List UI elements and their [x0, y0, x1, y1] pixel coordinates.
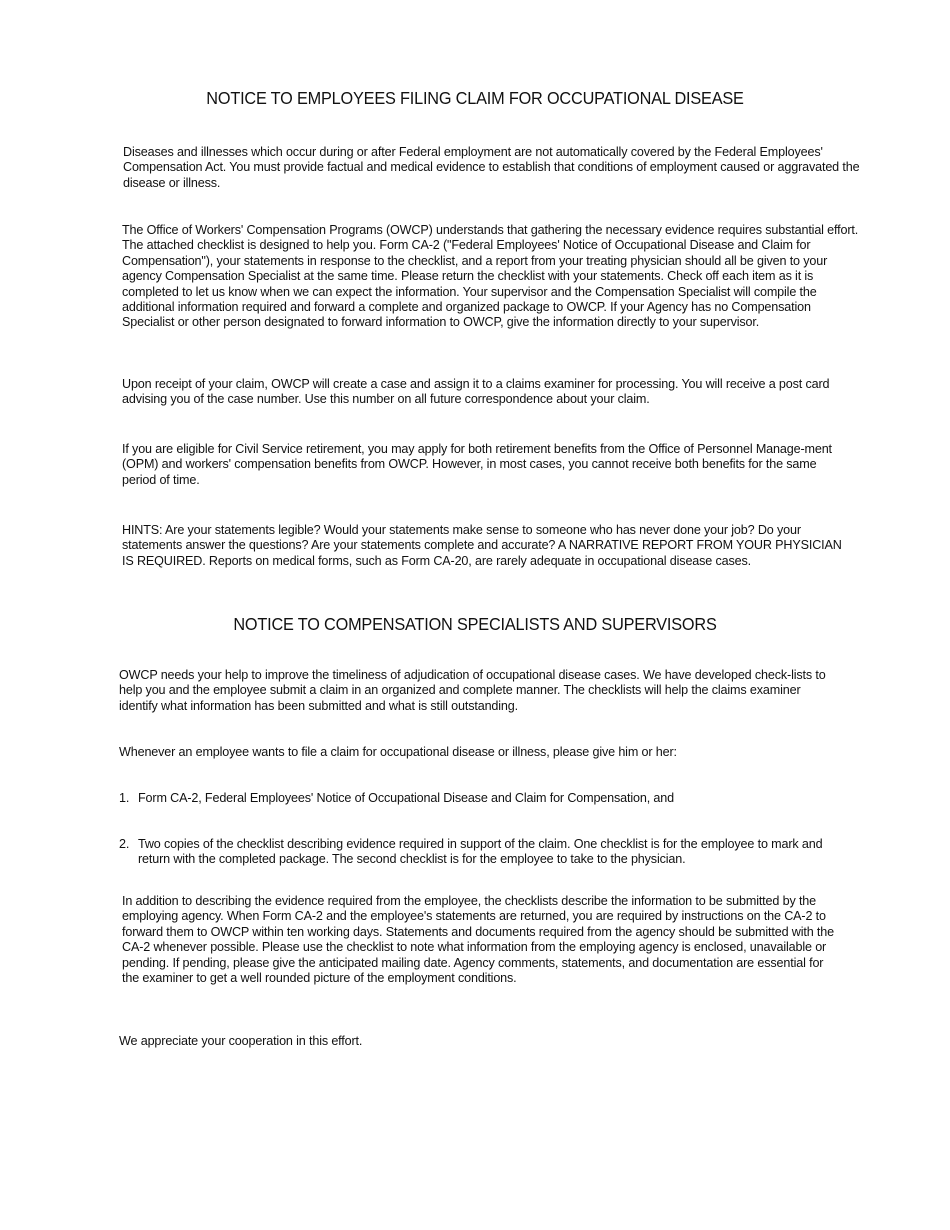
paragraph-case-receipt: Upon receipt of your claim, OWCP will create a case and assign it to a claims examiner for processing. You will receive a post card advising you of the case number. Use this number on all future correspondence about your claim.: [122, 377, 830, 407]
paragraph-lead-in: Whenever an employee wants to file a claim for occupational disease or illness, please give him or her:: [119, 745, 677, 759]
paragraph-owcp-evidence: The Office of Workers' Compensation Programs (OWCP) understands that gathering the necessary evidence requires substantial effort. The attached checklist is designed to help you. Form CA-2 ("Federal Employees' Notice of Occupational Disease and Claim for Compensation"), your statements in response to the checklist, and a report from your treating physician should all be given to your agency Compensation Specialist at the same time. Please return the checklist with your statements. Check off each item as it is completed to let us know when we can expect the information. Your supervisor and the Compensation Specialist will compile the additional information required and forward a complete and organized package to OWCP. If your Agency has no Compensation Specialist or other person designated to forward information to OWCP, give the information directly to your supervisor.: [122, 223, 859, 330]
list-text: Two copies of the checklist describing evidence required in support of the claim. One checklist is for the employee to mark and return with the completed package. The second checklist is for the employee to take to the physician.: [138, 837, 823, 867]
paragraph-agency-info: In addition to describing the evidence required from the employee, the checklists describe the information to be submitted by the employing agency. When Form CA-2 and the employee's statements are returned, you are required by instructions on the CA-2 to forward them to OWCP within ten working days. Statements and documents required from the agency should be submitted with the CA-2 whenever possible. Please use the checklist to note what information from the employing agency is enclosed, unavailable or pending. If pending, please give the anticipated mailing date. Agency comments, statements, and documentation are essential for the examiner to get a well rounded picture of the employment conditions.: [122, 894, 834, 986]
section-title-specialists: NOTICE TO COMPENSATION SPECIALISTS AND SUPERVISORS: [233, 614, 717, 634]
paragraph-coverage: Diseases and illnesses which occur during or after Federal employment are not automatically covered by the Federal Employees' Compensation Act. You must provide factual and medical evidence to establish that conditions of employment caused or aggravated the disease or illness.: [123, 145, 860, 190]
list-text: Form CA-2, Federal Employees' Notice of Occupational Disease and Claim for Compensation, and: [138, 791, 674, 805]
list-number: 1.: [119, 791, 130, 805]
list-item: [119, 837, 829, 868]
paragraph-closing: We appreciate your cooperation in this effort.: [119, 1034, 363, 1048]
section-title-employees: NOTICE TO EMPLOYEES FILING CLAIM FOR OCCUPATIONAL DISEASE: [206, 88, 744, 108]
paragraph-retirement: If you are eligible for Civil Service retirement, you may apply for both retirement benefits from the Office of Personnel Manage-ment (OPM) and workers' compensation benefits from OWCP. However, in most cases, you cannot receive both benefits for the same period of time.: [122, 442, 832, 487]
paragraph-owcp-help: OWCP needs your help to improve the timeliness of adjudication of occupational disease cases. We have developed check-lists to help you and the employee submit a claim in an organized and complete manner. The checklists will help the claims examiner identify what information has been submitted and what is still outstanding.: [119, 668, 826, 713]
list-item: [119, 791, 839, 806]
list-number: 2.: [119, 837, 130, 851]
paragraph-hints: HINTS: Are your statements legible? Would your statements make sense to someone who has never done your job? Do your statements answer the questions? Are your statements complete and accurate? A NARRATIVE REPORT FROM YOUR PHYSICIAN IS REQUIRED. Reports on medical forms, such as Form CA-20, are rarely adequate in occupational disease cases.: [122, 523, 842, 568]
